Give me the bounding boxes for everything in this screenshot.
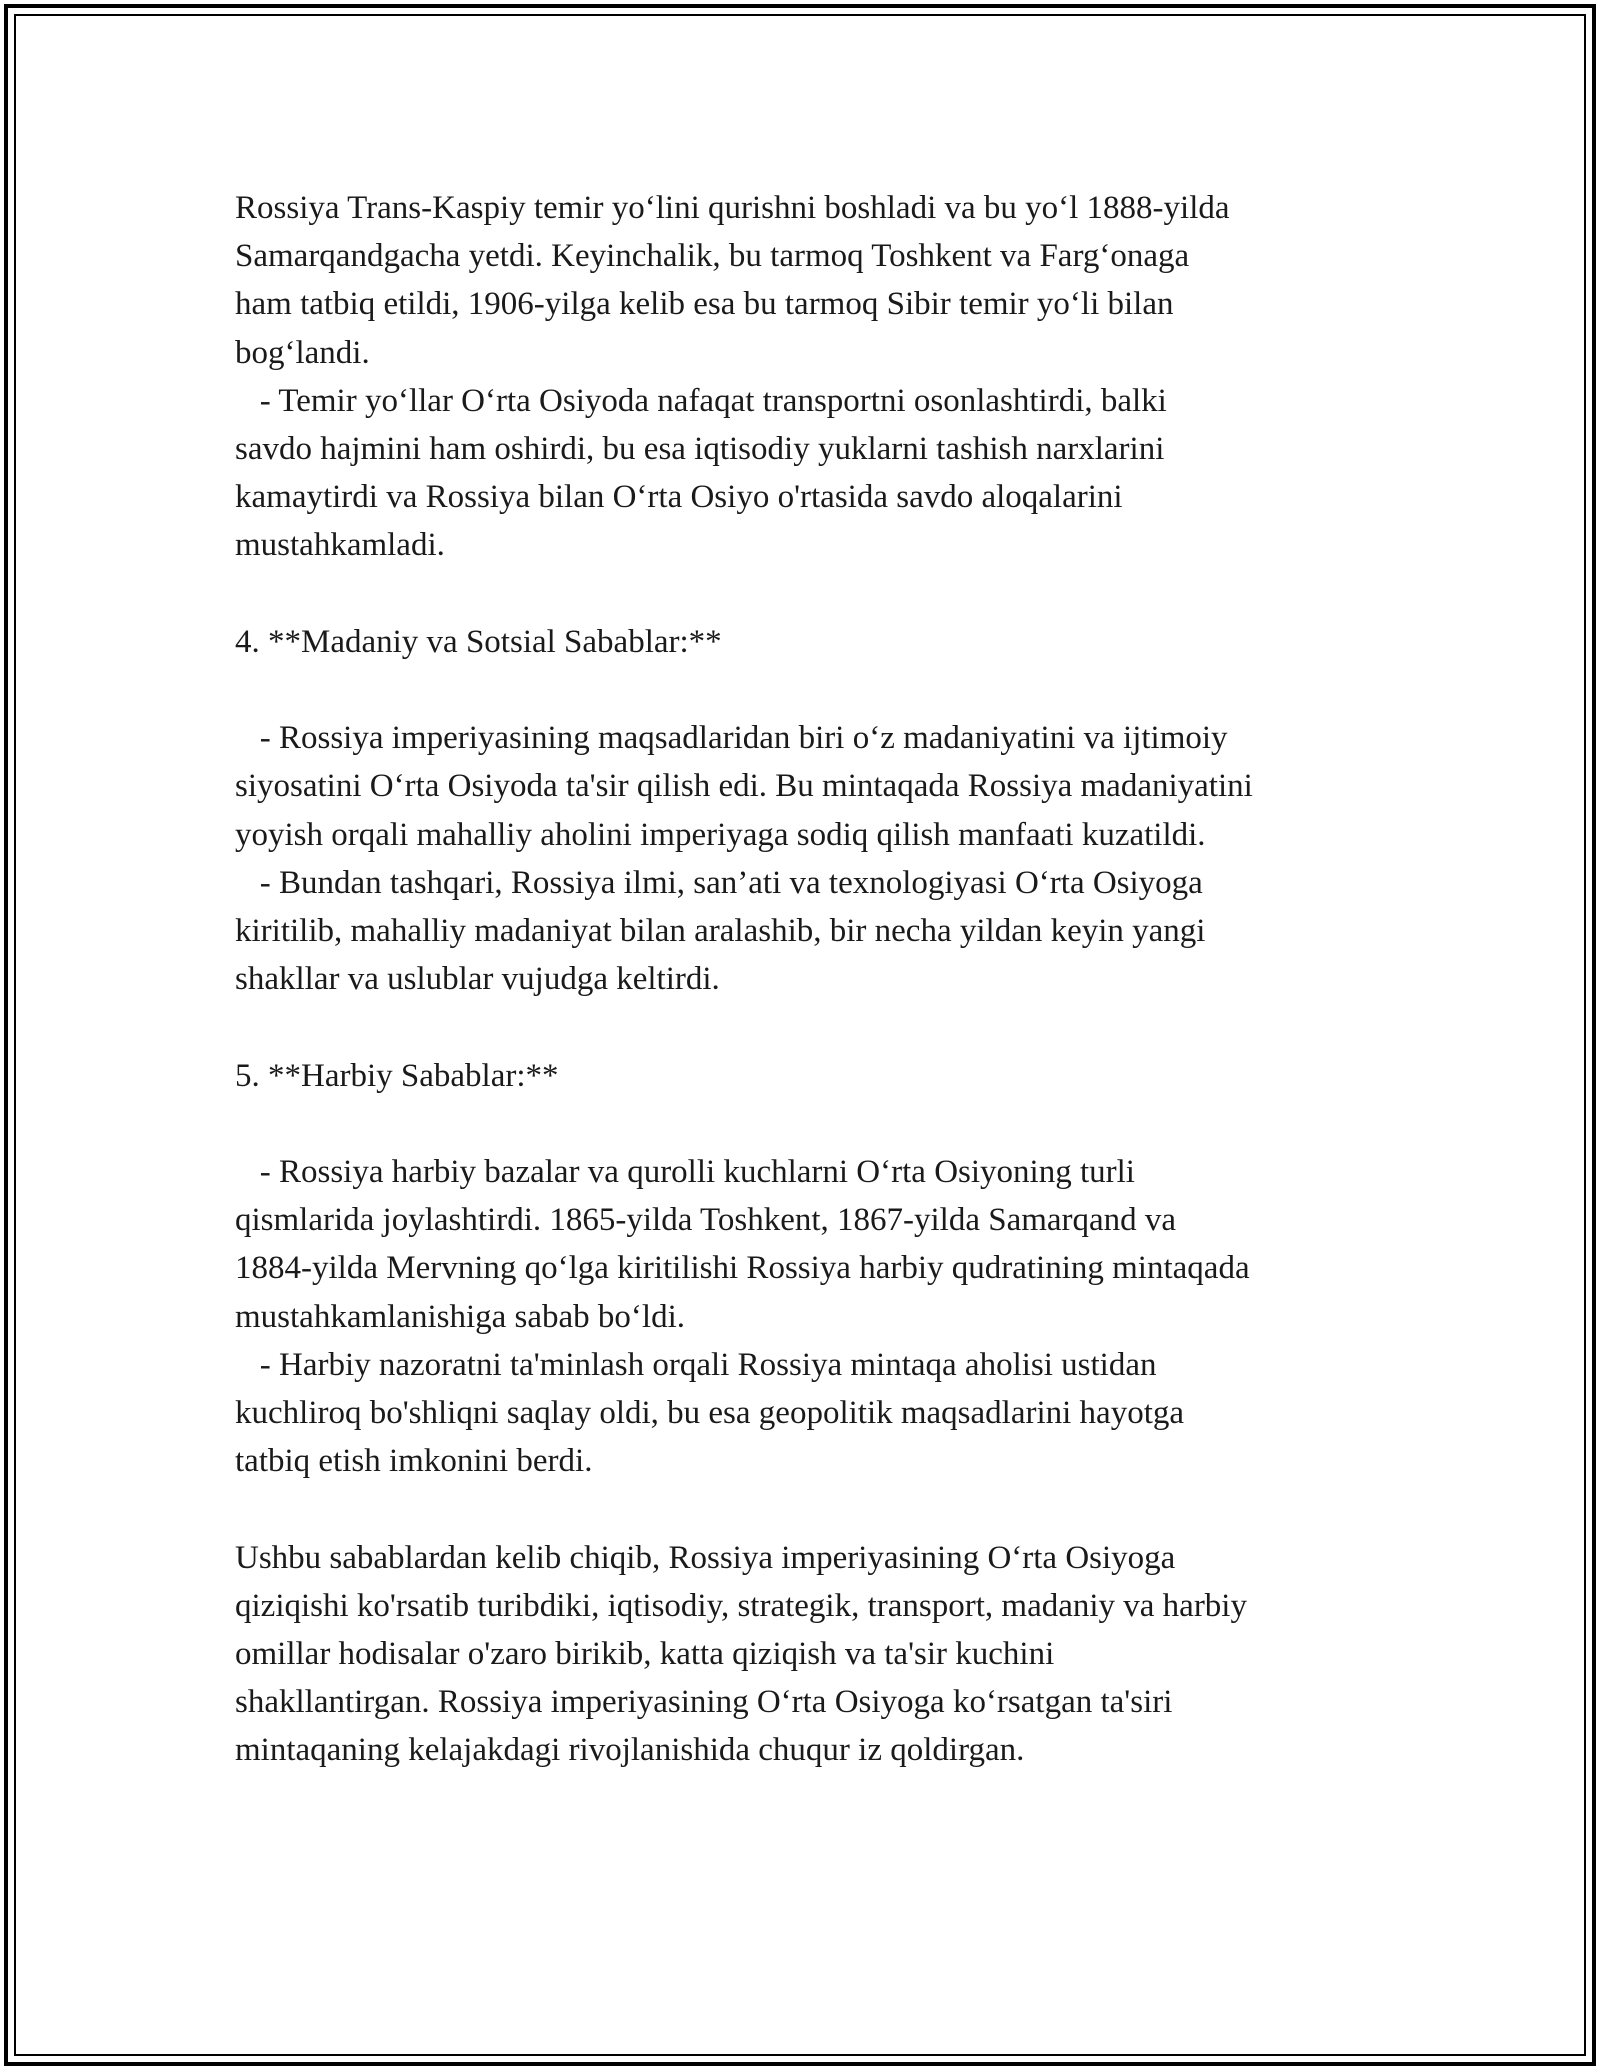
document-body [235, 184, 1395, 1775]
blank-line [235, 1100, 1395, 1148]
section-heading: 4. **Madaniy va Sotsial Sabablar:** [235, 623, 722, 660]
text-line: savdo hajmini ham oshirdi, bu esa iqtisodiy yuklarni tashish narxlarini [235, 431, 1165, 468]
blank-line [235, 570, 1395, 618]
text-line: - Bundan tashqari, Rossiya ilmi, san’ati va texnologiyasi O‘rta Osiyoga [235, 864, 1203, 901]
text-line: Ushbu sabablardan kelib chiqib, Rossiya imperiyasining O‘rta Osiyoga [235, 1539, 1176, 1576]
text-line: - Harbiy nazoratni ta'minlash orqali Rossiya mintaqa aholisi ustidan [235, 1346, 1157, 1383]
text-line: Samarqandgacha yetdi. Keyinchalik, bu tarmoq Toshkent va Farg‘onaga [235, 238, 1190, 275]
blank-line [235, 1003, 1395, 1051]
text-line: qiziqishi ko'rsatib turibdiki, iqtisodiy, strategik, transport, madaniy va harbiy [235, 1587, 1247, 1624]
text-line: kiritilib, mahalliy madaniyat bilan aralashib, bir necha yildan keyin yangi [235, 913, 1206, 950]
text-line: - Temir yo‘llar O‘rta Osiyoda nafaqat transportni osonlashtirdi, balki [235, 382, 1167, 419]
text-line: ham tatbiq etildi, 1906-yilga kelib esa bu tarmoq Sibir temir yo‘li bilan [235, 286, 1174, 323]
blank-line [235, 666, 1395, 714]
text-line: yoyish orqali mahalliy aholini imperiyaga sodiq qilish manfaati kuzatildi. [235, 816, 1206, 853]
text-line: bog‘landi. [235, 334, 370, 371]
text-line: Rossiya Trans-Kaspiy temir yo‘lini qurishni boshladi va bu yo‘l 1888-yilda [235, 190, 1230, 226]
text-line: mustahkamlanishiga sabab bo‘ldi. [235, 1298, 685, 1335]
text-line: kuchliroq bo'shliqni saqlay oldi, bu esa geopolitik maqsadlarini hayotga [235, 1395, 1185, 1432]
blank-line [235, 1485, 1395, 1533]
text-line: siyosatini O‘rta Osiyoda ta'sir qilish edi. Bu mintaqada Rossiya madaniyatini [235, 768, 1253, 805]
text-line: omillar hodisalar o'zaro birikib, katta qiziqish va ta'sir kuchini [235, 1636, 1055, 1673]
text-line: shakllantirgan. Rossiya imperiyasining O‘rta Osiyoga ko‘rsatgan ta'siri [235, 1684, 1173, 1721]
text-line: kamaytirdi va Rossiya bilan O‘rta Osiyo o'rtasida savdo aloqalarini [235, 479, 1123, 516]
text-line: qismlarida joylashtirdi. 1865-yilda Toshkent, 1867-yilda Samarqand va [235, 1202, 1177, 1239]
text-line: shakllar va uslublar vujudga keltirdi. [235, 961, 720, 998]
text-line: mintaqaning kelajakdagi rivojlanishida chuqur iz qoldirgan. [235, 1732, 1025, 1769]
text-line: mustahkamladi. [235, 527, 445, 564]
text-line: 1884-yilda Mervning qo‘lga kiritilishi Rossiya harbiy qudratining mintaqada [235, 1250, 1250, 1287]
text-line: tatbiq etish imkonini berdi. [235, 1443, 593, 1480]
section-heading: 5. **Harbiy Sabablar:** [235, 1057, 559, 1094]
text-line: - Rossiya imperiyasining maqsadlaridan biri o‘z madaniyatini va ijtimoiy [235, 720, 1228, 757]
text-line: - Rossiya harbiy bazalar va qurolli kuchlarni O‘rta Osiyoning turli [235, 1154, 1135, 1190]
